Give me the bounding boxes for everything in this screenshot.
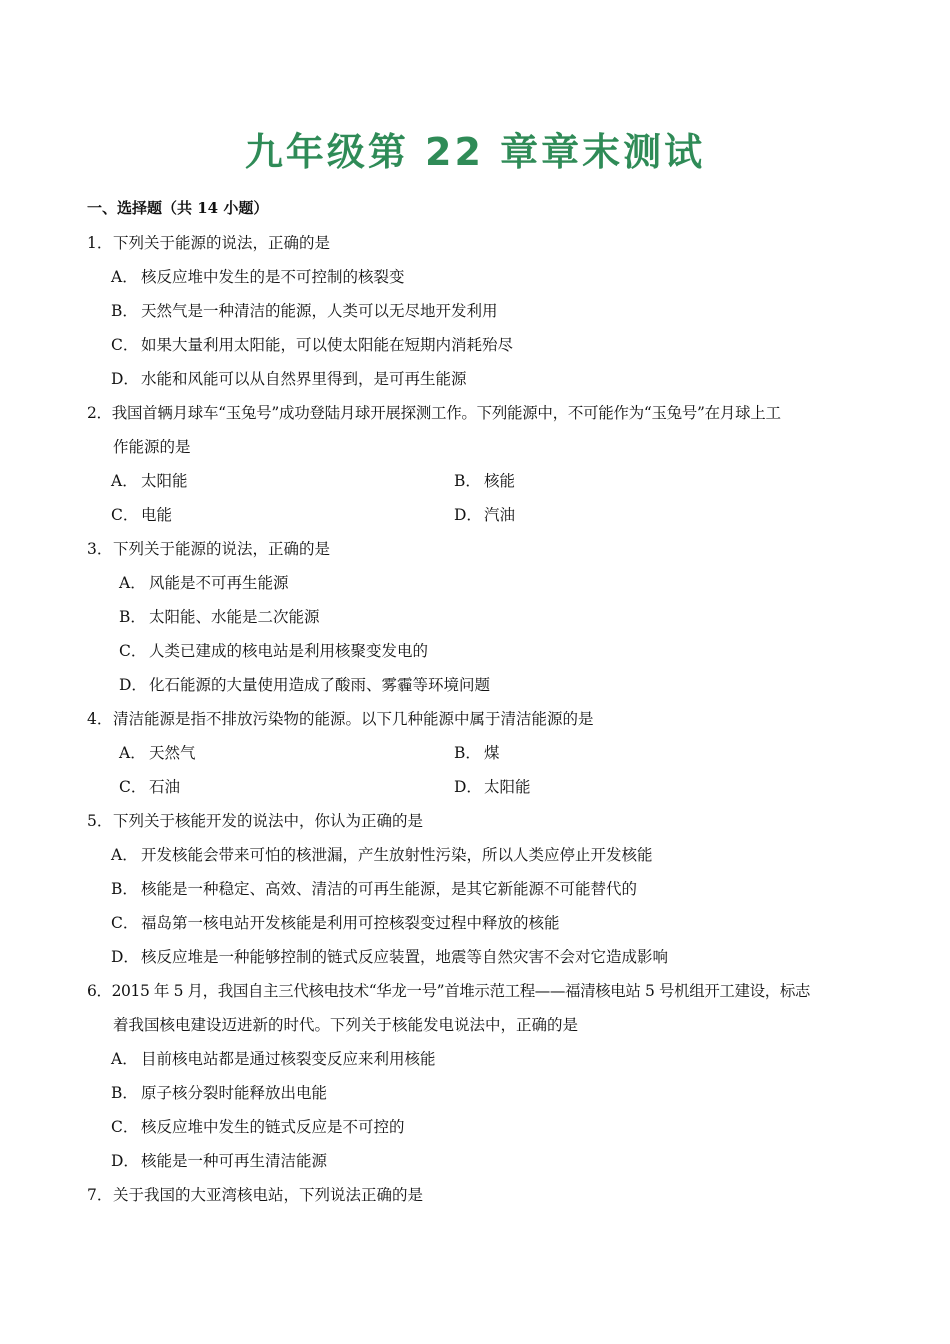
question-5-options: [111, 838, 950, 974]
option-d: D． 核能是一种可再生清洁能源: [111, 1152, 328, 1170]
question-stem: 清洁能源是指不排放污染物的能源。以下几种能源中属于清洁能源的是: [113, 710, 594, 728]
question-2-options-row-1: [111, 464, 950, 498]
question-7: [87, 1178, 865, 1212]
question-4-options-row-2: [119, 770, 950, 804]
option-a: A． 开发核能会带来可怕的核泄漏，产生放射性污染，所以人类应停止开发核能: [111, 846, 653, 864]
option-c: C． 人类已建成的核电站是利用核聚变发电的: [119, 642, 429, 660]
question-number: 3．: [87, 540, 113, 558]
question-stem: 下列关于能源的说法，正确的是: [113, 540, 331, 558]
question-stem: 2．我国首辆月球车“玉兔号”成功登陆月球开展探测工作。下列能源中，不可能作为“玉兔号”在月球上工: [87, 404, 781, 422]
option-d: D． 核反应堆是一种能够控制的链式反应装置，地震等自然灾害不会对它造成影响: [111, 948, 669, 966]
question-stem: 下列关于能源的说法，正确的是: [113, 234, 331, 252]
option-a: A． 天然气: [119, 744, 196, 762]
page-title: 九年级第 22 章章末测试: [244, 130, 706, 174]
question-4-options-row-1: [119, 736, 950, 770]
question-stem: 下列关于核能开发的说法中，你认为正确的是: [113, 812, 424, 830]
option-d: D． 水能和风能可以从自然界里得到，是可再生能源: [111, 370, 467, 388]
question-2-options-row-2: [111, 498, 950, 532]
question-stem: 6．2015 年 5 月，我国自主三代核电技术“华龙一号”首堆示范工程——福清核电站 5 号机组开工建设，标志: [87, 982, 811, 1000]
option-c: C． 核反应堆中发生的链式反应是不可控的: [111, 1118, 405, 1136]
question-number: 2．: [87, 404, 112, 422]
option-b: B． 原子核分裂时能释放出电能: [111, 1084, 328, 1102]
question-stem: 关于我国的大亚湾核电站，下列说法正确的是: [113, 1186, 424, 1204]
question-number: 6．: [87, 982, 112, 1000]
option-b: B． 煤: [454, 744, 500, 762]
question-3-options: [119, 566, 950, 702]
question-1-options: [111, 260, 950, 396]
option-d: D． 化石能源的大量使用造成了酸雨、雾霾等环境问题: [119, 676, 491, 694]
option-b: B． 天然气是一种清洁的能源，人类可以无尽地开发利用: [111, 302, 498, 320]
question-stem-continued: 着我国核电建设迈进新的时代。下列关于核能发电说法中，正确的是: [113, 1016, 579, 1034]
question-number: 7．: [87, 1186, 113, 1204]
question-6: [87, 974, 865, 1042]
option-d: D． 太阳能: [454, 778, 531, 796]
question-2: [87, 396, 865, 464]
option-b: B． 核能: [454, 472, 516, 490]
option-d: D． 汽油: [454, 506, 516, 524]
question-stem-continued: 作能源的是: [113, 438, 191, 456]
question-number: 4．: [87, 710, 113, 728]
question-number: 5．: [87, 812, 113, 830]
question-5: [87, 804, 865, 838]
option-a: A． 核反应堆中发生的是不可控制的核裂变: [111, 268, 405, 286]
option-a: A． 风能是不可再生能源: [119, 574, 289, 592]
question-1: [87, 226, 865, 260]
question-number: 1．: [87, 234, 113, 252]
section-heading: 一、选择题（共 14 小题）: [87, 199, 269, 217]
question-list: [0, 226, 950, 1212]
option-a: A． 目前核电站都是通过核裂变反应来利用核能: [111, 1050, 436, 1068]
option-b: B． 核能是一种稳定、高效、清洁的可再生能源，是其它新能源不可能替代的: [111, 880, 638, 898]
option-a: A． 太阳能: [111, 472, 188, 490]
question-3: [87, 532, 865, 566]
question-4: [87, 702, 865, 736]
question-6-options: [111, 1042, 950, 1178]
option-c: C． 福岛第一核电站开发核能是利用可控核裂变过程中释放的核能: [111, 914, 560, 932]
option-c: C． 如果大量利用太阳能，可以使太阳能在短期内消耗殆尽: [111, 336, 514, 354]
option-b: B． 太阳能、水能是二次能源: [119, 608, 320, 626]
option-c: C． 石油: [119, 778, 181, 796]
option-c: C． 电能: [111, 506, 173, 524]
